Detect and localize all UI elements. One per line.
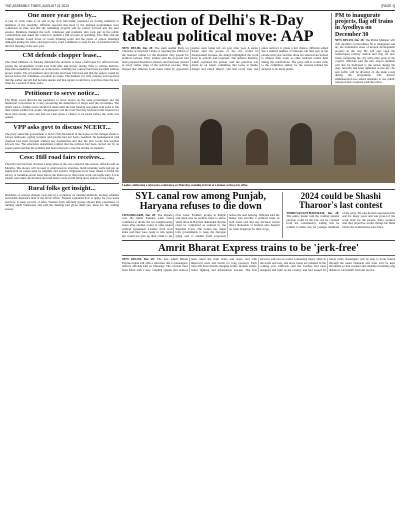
second-row xyxy=(122,189,395,239)
folio-left: THE ASSEMBLY TIMES, AUGUST 21 2023 xyxy=(5,4,69,8)
right-block xyxy=(122,13,395,273)
body-hill-road: The hill road fair fund received a large share of the cess collected this season, officials said on Monday. The money will be used to widen narrow stretches, build retaining walls and put up signboards on routes used by pilgrims and tourists. Engineers have been asked to finish the survey of landslide-prone areas before the monsoon so that repair work can begin early. Local traders welcomed the decision and said better roads would bring more visitors to the valley. xyxy=(5,162,119,181)
headline-cm-chopper: CM defends chopper lease... xyxy=(22,52,102,60)
top-stories xyxy=(122,13,395,85)
body-petitioner: The High Court directed the petitioner to serve notice on the state government and the municipal corporation in a case concerning the demolition of shops near the old market. The bench said no further action should be taken until the next hearing and asked both sides to file their replies within four weeks. Shopkeepers told the court that they had held valid licences for more than twenty years and had not been given a chance to be heard before the order was passed. xyxy=(5,97,119,120)
side-dateline: NEW DELHI, Dec 28: xyxy=(335,38,365,43)
side-story-ayodhya xyxy=(331,13,395,85)
photo-caption: Leaders addressing a joint press conference on Thursday, standing in front of a banner at the party office. xyxy=(122,183,249,187)
article-syl-canal xyxy=(122,192,279,239)
article-hill-road xyxy=(5,155,119,183)
headline-hill-road: Cess: Hill road fairs receives... xyxy=(19,154,105,162)
headline-rule xyxy=(122,255,395,256)
article-petitioner xyxy=(5,91,119,123)
syl-body-columns xyxy=(122,214,279,239)
headline-amrit-bharat: Amrit Bharat Express trains to be 'jerk-free' xyxy=(158,243,359,255)
left-column xyxy=(5,13,119,273)
lead-body: The Aam Aadmi Party on Thursday accused the Centre of rejecting the tableau of the national capital for the Republic Day parade for political reasons. Party leaders said the proposal had been prepared months in advance and had been cleared at every earlier stage of the selection process. They alleged that tableaux from states ruled by opposition parties were being left out year after year. A senior leader said the people of the city would be disappointed because the design highlighted the work done in schools and hospitals. The defence ministry, which organises the parade, said the selection was made by an expert committee that looks at theme, design and visual impact, and that every state and union territory is given a fair chance. Officials added that a limited number of tableaux can take part in the parade each year and that those not selected are invited to display their work at other national events held during the celebrations. The party said it would write to the committee asking for the reasons behind the decision to be made public. xyxy=(122,45,328,71)
headline-tharoor: 2024 could be Shashi Tharoor's last contest xyxy=(299,190,383,211)
syl-body: The dispute over the Sutlej Yamuna Link canal continued to divide the two neighbouring states after another round of talks ended without agreement. Leaders from both sides said they were ready to talk again but would not give up their claim to the river water. Farmers' groups in Punjab said there was no surplus water to share, while those in Haryana demanded that the canal be completed as ordered by the Supreme Court. The Centre has asked both governments to keep the dialogue going and to submit fresh proposals before the next hearing. Officials said the matter had become a political issue in both states and that any decision would affect thousands of farmers who depend on canal irrigation for their crops. xyxy=(122,212,280,238)
article-amrit-bharat xyxy=(122,240,395,272)
article-vpp-ncert xyxy=(5,125,119,153)
photo-table xyxy=(122,165,395,183)
folio-right: [PAGE 1] xyxy=(381,4,395,8)
folio-bar xyxy=(5,4,395,11)
tharoor-body-columns xyxy=(286,212,395,230)
side-headline: PM to inaugurate projects, flag off trains in Ayodhya on December 30 xyxy=(335,12,394,38)
lead-dateline: NEW DELHI, Dec 28: xyxy=(122,45,154,50)
headline-petitioner: Petitioner to serve notice... xyxy=(24,89,100,97)
article-one-more-year xyxy=(5,13,119,52)
headline-syl-canal: SYL canal row among Punjab, Haryana refuses to die down xyxy=(135,190,267,213)
amrit-dateline: NEW DELHI, Dec 28: xyxy=(122,257,155,262)
article-rural-folks xyxy=(5,186,119,211)
body-vpp-ncert: The party asked the government to hold a full discussion in the house on the changes made to school textbooks, saying teachers and parents had not been consulted. Its spokesperson said chapters had been dropped without any explanation and that the new books had reached schools late. The education department replied that the revision had been carried out by an expert panel and that the syllabus had been reduced to ease the burden on students. xyxy=(5,131,119,150)
tharoor-dateline: THIRUVANANTHAPURAM, Dec 28: xyxy=(286,210,340,215)
amrit-body: The new Amrit Bharat Express trains will offer a smoother ride to passengers, railway officials said on Thursday. The coaches have been fitted with a new coupling system that reduces jerks when the train starts and stops, and with improved seats and berths for long journeys. Each train will have mobile charging points, modern toilets, better lighting and information screens. The first services will run on routes connecting major cities in the north and east, and more trains are planned in the coming year. Officials said the coaches had been designed and built in the country and had passed all safety trials. Passengers will be able to book tickets through the usual channels and fares will be kept affordable so that workers and students travelling long distances can benefit from the service. xyxy=(122,257,395,272)
headline-vpp-ncert: VPP asks govt to discuss NCERT... xyxy=(13,123,111,131)
amrit-body-columns xyxy=(122,258,395,272)
side-body: The Prime Minister will visit Ayodhya on December 30 to inaugurate and lay the foundation stone of several development projects in the city. He will also open the redeveloped railway station and flag off new trains connecting the city with other parts of the country. Officials said the new airport terminal will also be dedicated to the nation during the visit. Security has been tightened across the city and traffic will be diverted on the main roads during the programme. The district administration has asked residents to use public transport and cooperate with the police. xyxy=(335,38,395,85)
headline-one-more-year: One more year goes by... xyxy=(27,11,97,19)
article-tharoor xyxy=(282,192,395,239)
body-cm-chopper: The Chief Minister on Tuesday defended the decision to lease a helicopter for official travel, saying the arrangement would save both time and money during visits to remote districts. Opposition members walked out of the house, claiming the contract had been awarded without proper tender. The government said all rules had been followed and that the papers would be placed before the committee on public accounts. The minister for civil aviation told reporters that the earlier aircraft had become unsafe and that repairs would have cost more than the new lease for a period of three years. xyxy=(5,60,119,86)
syl-dateline: CHANDIGARH, Dec 28: xyxy=(122,212,156,217)
lead-body-columns xyxy=(122,47,328,72)
tharoor-body: The senior leader said the coming general election could be the last one he contests from the constituency, adding that he wanted to make way for younger members of the party. He said he had represented the seat for many years and was proud of the work done for the people. Party workers said they hoped he would change his mind before the nominations were filed. xyxy=(286,210,395,229)
lead-headline: Rejection of Delhi's R-Day tableau political move: AAP xyxy=(122,11,314,45)
headline-rural-folks: Rural folks get insight... xyxy=(28,184,96,192)
lead-photo xyxy=(122,85,395,183)
lead-story xyxy=(122,13,328,85)
body-rural-folks: Residents of several villages took part in a workshop on farming methods, savings schemes and health insurance held at the block office. Trainers explained how to apply for crop loans and how to keep records of sales. Women from self-help groups shared their experience of running small businesses and said the meeting had given them new ideas for the coming season. xyxy=(5,192,119,211)
body-one-more-year: A year of work came to an end as the civic fellowship presented its closing summary to members of the assembly. Officials reported that most of the planned programmes were completed on time and that the remaining projects will be carried forward into the next session. Members thanked the staff, volunteers and residents who took part in the public consultations and asked the council to publish a full account of spending. The chair said the coming months would focus on roads, drinking water and the repair of school buildings damaged during the rains, and urged every ward committee to send its list of priorities before the first meeting of the new year. xyxy=(5,19,119,48)
article-cm-chopper xyxy=(5,53,119,88)
page-grid xyxy=(5,13,395,273)
